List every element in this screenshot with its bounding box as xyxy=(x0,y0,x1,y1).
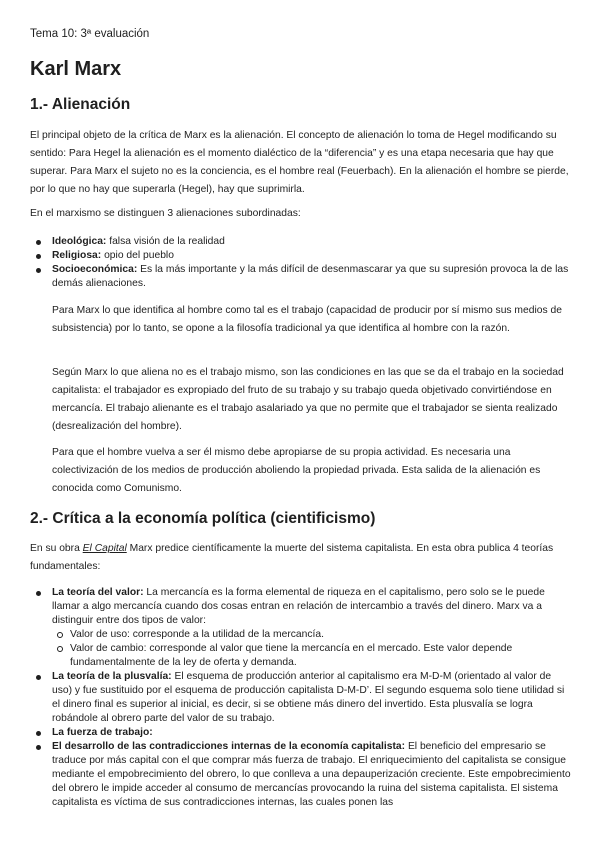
sub-list-item: Valor de uso: corresponde a la utilidad de la mercancía. xyxy=(52,628,571,642)
list-item-term: La fuerza de trabajo: xyxy=(52,727,153,738)
list-item-text: falsa visión de la realidad xyxy=(106,236,225,247)
alienation-list xyxy=(30,235,571,291)
list-item-text: La mercancía es la forma elemental de riqueza en el capitalismo, pero solo se le puede llamar a algo mercancía cuando dos cosas entran en relación de intercambio a través del dinero. Marx va a distinguir entre dos tipos de valor: xyxy=(52,587,545,626)
list-item-term: El desarrollo de las contradicciones internas de la economía capitalista: xyxy=(52,741,406,752)
list-item-term: La teoría de la plusvalía: xyxy=(52,671,172,682)
paragraph-trabajo: Para Marx lo que identifica al hombre como tal es el trabajo (capacidad de producir por sí mismo sus medios de subsistencia) por lo tanto, se opone a la filosofía tradicional ya que identifica al hombre con la razón. xyxy=(52,305,562,334)
page-title: Karl Marx xyxy=(30,58,122,80)
intro-text: Marx predice científicamente la muerte del sistema capitalista. En esta obra publica 4 teorías fundamentales: xyxy=(30,543,554,572)
list-item-term: Ideológica: xyxy=(52,236,107,247)
list-item-term: Socioeconómica: xyxy=(52,264,138,275)
list-item xyxy=(30,263,571,291)
sub-list-item: Valor de cambio: corresponde al valor que tiene la mercancía en el mercado. Este valor depende fundamentalmente de la ley de oferta y demanda. xyxy=(52,642,571,670)
list-item-text: Es la más importante y la más difícil de desenmascarar ya que su supresión provoca la de las demás alienaciones. xyxy=(52,264,569,289)
list-item xyxy=(30,740,571,810)
list-item xyxy=(30,670,571,726)
paragraph-comunismo: Para que el hombre vuelva a ser él mismo debe apropiarse de su propia actividad. Es necesaria una colectivización de los medios de producción aboliendo la propiedad privada. Esta salida de la alienación es conocida como Comunismo. xyxy=(52,447,541,494)
list-item xyxy=(30,586,571,670)
list-item xyxy=(30,249,571,263)
paragraph-alienacion-intro: El principal objeto de la crítica de Marx es la alienación. El concepto de alienación lo toma de Hegel modificando su sentido: Para Hegel la alienación es el momento dialéctico de la “diferencia” y es una etapa necesaria que hay que superar. Para Marx el sujeto no es la conciencia, es el hombre real (Feuerbach). En la alienación el hombre se pierde, por lo que no hay que superarla (Hegel), hay que suprimirla. xyxy=(30,130,569,195)
list-item-text: El beneficio del empresario se traduce por más capital con el que comprar más fuerza de trabajo. El enriquecimiento del capitalista se consigue mediante el empobrecimiento del obrero, lo que conlleva a una depauperización creciente. Este empobrecimiento del obrero le impide acceder al consumo de mercancías provocando la ruina del sistema capitalista. El sistema capitalista es víctima de sus contradicciones internas, las cuales ponen las xyxy=(52,741,571,808)
list-item xyxy=(30,235,571,249)
list-item-term: Religiosa: xyxy=(52,250,102,261)
list-item-text: opio del pueblo xyxy=(101,250,174,261)
list-item xyxy=(30,726,571,740)
paragraph-condiciones-trabajo: Según Marx lo que aliena no es el trabajo mismo, son las condiciones en las que se da el trabajo en la sociedad capitalista: el trabajador es expropiado del fruto de su trabajo y su trabajo queda objetivado convirtiéndose en mercancía. El trabajo alienante es el trabajo asalariado ya que no permite que el trabajador se sienta realizado (desrealización del hombre). xyxy=(52,367,564,432)
paragraph-alienaciones-subordinadas: En el marxismo se distinguen 3 alienaciones subordinadas: xyxy=(30,208,301,219)
list-item-term: La teoría del valor: xyxy=(52,587,144,598)
theories-list xyxy=(30,586,571,810)
section-heading-critica-economia: 2.- Crítica a la economía política (cientificismo) xyxy=(30,510,376,527)
value-types-list xyxy=(52,628,571,670)
intro-text: En su obra xyxy=(30,543,83,554)
section-heading-alienacion: 1.- Alienación xyxy=(30,96,131,113)
list-item-text: El esquema de producción anterior al capitalismo era M-D-M (orientado al valor de uso) y fue sustituido por el esquema de producción capitalista D-M-D’. El segundo esquema solo tiene utilidad si el dinero final es superior al inicial, es decir, si se obtiene más dinero del invertido. Esta plusvalía se logra robándole al obrero parte del valor de su trabajo. xyxy=(52,671,565,724)
paragraph-el-capital xyxy=(30,540,571,576)
book-title-link[interactable]: El Capital xyxy=(82,543,127,554)
document-kicker: Tema 10: 3ª evaluación xyxy=(30,28,150,40)
